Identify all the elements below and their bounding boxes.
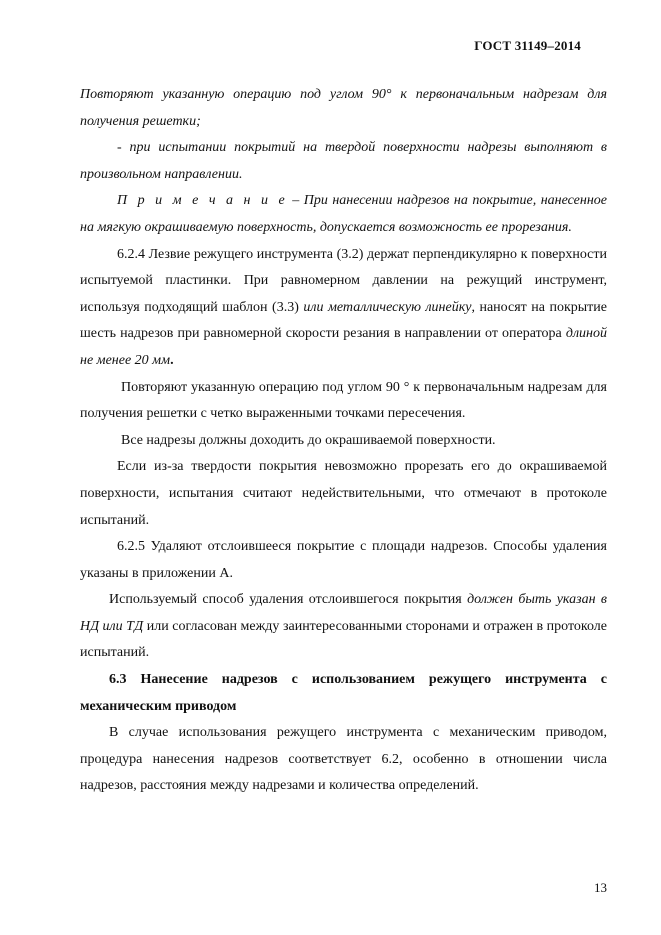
paragraph-removal-method — [80, 587, 607, 667]
paragraph-all-cuts: Все надрезы должны доходить до окрашиваемой поверхности. — [121, 432, 496, 448]
paragraph-repeat-cut: Повторяют указанную операцию под углом 90° к первоначальным надрезам для получения решетки; — [80, 87, 607, 129]
page-number: 13 — [594, 880, 607, 895]
note-label: П р и м е ч а н и е — [117, 193, 288, 209]
p624-part-a: 6.2.4 Лезвие режущего инструмента (3.2) держат перпендикулярно к поверхности испытуемой пластинки. При равномерном давлении на режущий инструмент, используя подходящий шаблон (3.3) — [80, 246, 607, 315]
paragraph-mechanical: В случае использования режущего инструмента с механическим приводом, процедура нанесения надрезов соответствует 6.2, особенно в отношении числа надрезов, расстояния между надрезами и количества определений. — [80, 725, 607, 794]
paragraph-if-hardness: Если из-за твердости покрытия невозможно прорезать его до окрашиваемой поверхности, испытания считают недействительными, что отмечают в протоколе испытаний. — [80, 459, 607, 528]
section-6-3-heading: 6.3 Нанесение надрезов с использованием режущего инструмента с механическим приводом — [80, 672, 607, 714]
document-body — [80, 82, 607, 800]
p624-part-e: . — [170, 352, 174, 368]
paragraph-hard-surface: - при испытании покрытий на твердой поверхности надрезы выполняют в произвольном направлении. — [80, 140, 607, 182]
used-part-c: или согласован между заинтересованными сторонами и отражен в протоколе испытаний. — [80, 618, 607, 661]
paragraph-6-2-4 — [80, 242, 607, 375]
paragraph-repeat-90: Повторяют указанную операцию под углом 90 ° к первоначальным надрезам для получения решетки с четко выраженными точками пересечения. — [80, 379, 607, 422]
note-text: – При нанесении надрезов на покрытие, нанесенное на мягкую окрашиваемую поверхность, допускается возможность ее прорезания. — [80, 193, 607, 235]
p624-part-c: , наносят на покрытие шесть надрезов при равномерной скорости резания в направлении от оператора — [80, 299, 608, 342]
used-part-a: Используемый способ удаления отслоившегося покрытия — [109, 592, 468, 608]
p624-part-d: длиной не менее 20 мм — [80, 326, 607, 368]
note-paragraph — [80, 188, 607, 241]
used-part-b: должен быть указан в НД или ТД — [80, 592, 607, 634]
p624-part-b: или металлическую линейку — [303, 299, 472, 315]
doc-code-header: ГОСТ 31149–2014 — [474, 38, 581, 53]
paragraph-6-2-5: 6.2.5 Удаляют отслоившееся покрытие с площади надрезов. Способы удаления указаны в приложении А. — [80, 539, 607, 581]
